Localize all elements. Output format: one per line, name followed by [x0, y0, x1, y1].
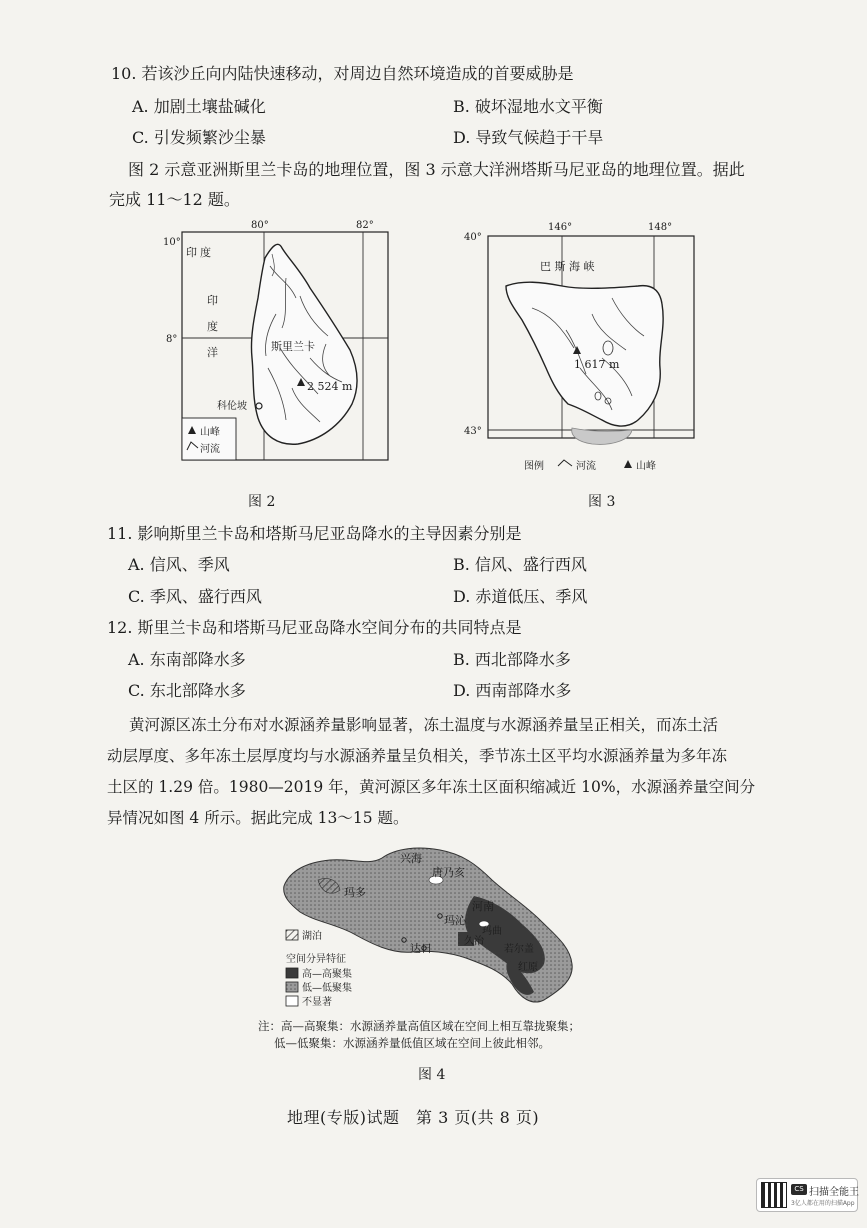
fig4-note-low: 低—低聚集：水源涵养量低值区域在空间上彼此相邻。: [274, 1036, 550, 1050]
q10-option-b: B. 破坏湿地水文平衡: [453, 97, 603, 116]
scanner-app-tagline: 3亿人都在用的扫描App: [791, 1200, 855, 1207]
figure-4-caption: 图 4: [418, 1067, 446, 1083]
intro-line-2: 完成 11～12 题。: [109, 190, 240, 209]
q11-option-d: D. 赤道低压、季风: [453, 587, 588, 606]
q11-option-c: C. 季风、盛行西风: [128, 587, 262, 606]
sea-char: 度: [200, 246, 211, 259]
fig4-place-hongyuan: 红原: [518, 962, 538, 973]
qr-code-icon: [761, 1182, 787, 1208]
passage-line: 黄河源区冻土分布对水源涵养量影响显著，冻土温度与水源涵养量呈正相关，而冻土活: [129, 716, 719, 734]
sea-char: 洋: [207, 346, 218, 359]
legend-river-label: 河流: [200, 444, 220, 455]
passage-line: 异情况如图 4 所示。据此完成 13～15 题。: [107, 809, 409, 827]
passage-line: 动层厚度、多年冻土层厚度均与水源涵养量呈负相关，季节冻土区平均水源涵养量为多年冻: [107, 747, 728, 765]
figure-3-caption: 图 3: [588, 494, 616, 510]
fig3-peak-label: 1 617 m: [574, 358, 620, 371]
fig4-place-maqin: 玛沁: [444, 914, 466, 927]
q10-option-a: A. 加剧土壤盐碱化: [132, 97, 266, 116]
q12-stem: 12. 斯里兰卡岛和塔斯马尼亚岛降水空间分布的共同特点是: [107, 618, 522, 637]
fig4-note-high: 高—高聚集：水源涵养量高值区域在空间上相互靠拢聚集；: [281, 1019, 580, 1033]
sea-char: 度: [207, 320, 218, 333]
figure-3-tasmania-map: [462, 218, 712, 480]
fig4-legend-not-significant: 不显著: [302, 997, 332, 1008]
fig2-lat-8: 8°: [166, 334, 178, 345]
fig3-legend-river-icon: [558, 460, 572, 466]
q10-stem: 10. 若该沙丘向内陆快速移动，对周边自然环境造成的首要威胁是: [111, 64, 574, 83]
fig2-lat-10: 10°: [163, 237, 181, 248]
figure-4-yellow-river-source-map: [278, 840, 578, 1012]
fig2-island-label: 斯里兰卡: [271, 340, 315, 353]
legend-peak-label: 山峰: [200, 427, 220, 438]
q11-stem: 11. 影响斯里兰卡岛和塔斯马尼亚岛降水的主导因素分别是: [107, 524, 522, 543]
fig4-place-maqu: 玛曲: [482, 926, 502, 937]
sea-char: 印: [186, 246, 197, 259]
fig3-lat-40: 40°: [464, 232, 482, 243]
fig3-lon-146: 146°: [548, 222, 573, 233]
fig4-notes: [258, 1018, 580, 1052]
fig3-strait-label: 巴 斯 海 峡: [540, 260, 595, 273]
fig3-legend-peak-icon: [624, 460, 632, 468]
fig4-note-label: 注：: [258, 1019, 281, 1033]
fig4-place-jiuzhi: 久治: [464, 936, 484, 947]
fig3-legend-title: 图例: [524, 461, 544, 472]
fig4-legend-title: 空间分异特征: [286, 954, 346, 965]
q10-option-c: C. 引发频繁沙尘暴: [132, 128, 266, 147]
q12-option-c: C. 东北部降水多: [128, 681, 246, 700]
passage-13-15: [107, 710, 807, 834]
q12-option-d: D. 西南部降水多: [453, 681, 572, 700]
q11-option-a: A. 信风、季风: [128, 555, 230, 574]
scanner-app-name: 扫描全能王: [809, 1187, 859, 1198]
figure-2-caption: 图 2: [248, 494, 276, 510]
sea-char: 印: [207, 294, 218, 307]
q12-option-b: B. 西北部降水多: [453, 650, 571, 669]
scanner-watermark-badge: [756, 1178, 858, 1212]
fig4-place-dari: 达日: [410, 942, 432, 955]
fig2-peak-label: 2 524 m: [307, 380, 353, 393]
fig3-lat-43: 43°: [464, 426, 482, 437]
fig3-legend-river-label: 河流: [576, 461, 596, 472]
fig4-legend-high-high: 高—高聚集: [302, 969, 352, 980]
q10-option-d: D. 导致气候趋于干旱: [453, 128, 604, 147]
fig2-lon-80: 80°: [251, 220, 269, 231]
fig4-legend-lake: 湖泊: [302, 931, 322, 942]
fig4-place-xinghai: 兴海: [400, 852, 422, 865]
fig2-city-label: 科伦坡: [217, 401, 247, 412]
fig2-lon-82: 82°: [356, 220, 374, 231]
fig4-place-ruoergai: 若尔盖: [504, 944, 534, 955]
passage-line: 土区的 1.29 倍。1980—2019 年，黄河源区多年冻土区面积缩减近 10%，水源涵养量空间分: [107, 778, 756, 796]
figure-2-sri-lanka-map: [160, 218, 400, 468]
intro-line-1: 图 2 示意亚洲斯里兰卡岛的地理位置，图 3 示意大洋洲塔斯马尼亚岛的地理位置。据此: [128, 160, 745, 179]
fig3-lon-148: 148°: [648, 222, 673, 233]
camscanner-logo: CS: [791, 1184, 807, 1195]
fig4-place-tangnaihai: 唐乃亥: [432, 866, 465, 879]
fig4-legend-low-low: 低—低聚集: [302, 983, 352, 994]
fig4-place-henan: 河南: [472, 900, 494, 913]
fig4-place-maduo: 玛多: [344, 886, 366, 899]
q11-option-b: B. 信风、盛行西风: [453, 555, 587, 574]
page-footer: 地理(专版)试题 第 3 页(共 8 页): [287, 1108, 540, 1127]
fig3-legend-peak-label: 山峰: [636, 461, 656, 472]
q12-option-a: A. 东南部降水多: [128, 650, 246, 669]
